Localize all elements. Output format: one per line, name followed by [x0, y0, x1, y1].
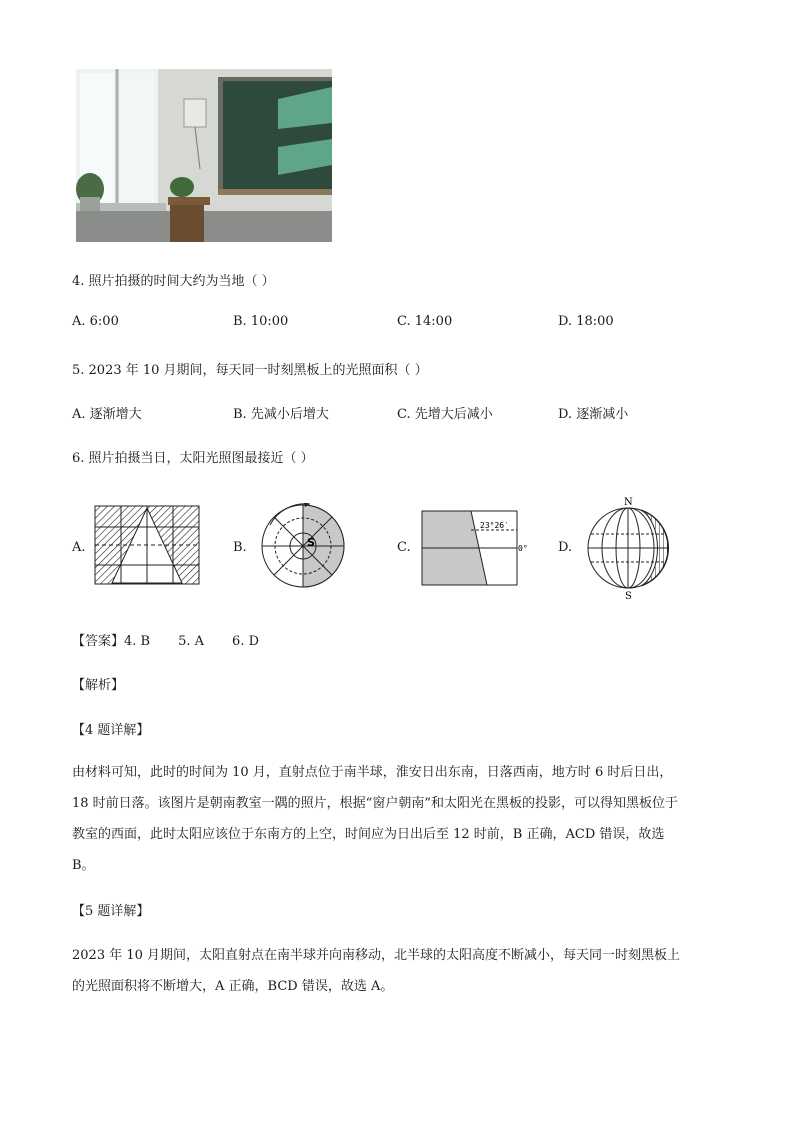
- detail-5-tag: 【5 题详解】: [72, 904, 150, 919]
- q4-option-a: A. 6:00: [72, 314, 119, 329]
- q5-option-a: A. 逐渐增大: [72, 407, 142, 422]
- detail-4-line-2: 18 时前日落。该图片是朝南教室一隅的照片，根据“窗户朝南”和太阳光在黑板的投影，可以得知黑板位于: [72, 796, 678, 811]
- answer-5: 5. A: [178, 634, 205, 649]
- detail-4-line-3: 教室的西面，此时太阳应该位于东南方的上空，时间应为日出后至 12 时前，B 正确，ACD 错误，故选: [72, 827, 665, 842]
- q6-label-b: B.: [233, 540, 247, 555]
- answer-6: 6. D: [232, 634, 260, 649]
- q6-label-d: D.: [558, 540, 573, 555]
- figure-a: [94, 505, 200, 589]
- figure-b: [258, 503, 348, 593]
- detail-4-line-4: B。: [72, 858, 95, 873]
- figure-c: [421, 510, 531, 590]
- fig-d-south: S: [625, 591, 632, 602]
- q4-option-d: D. 18:00: [558, 314, 614, 329]
- q6-stem: 6. 照片拍摄当日，太阳光照图最接近（ ）: [72, 451, 314, 466]
- fig-c-zero: 0°: [518, 544, 528, 553]
- q5-option-d: D. 逐渐减小: [558, 407, 629, 422]
- figure-d: [583, 494, 673, 606]
- q6-label-a: A.: [72, 540, 86, 555]
- q4-stem: 4. 照片拍摄的时间大约为当地（ ）: [72, 274, 275, 289]
- detail-5-body: [72, 940, 722, 1002]
- detail-5-line-1: 2023 年 10 月期间，太阳直射点在南半球并向南移动，北半球的太阳高度不断减小，每天同一时刻黑板上: [72, 948, 681, 963]
- detail-4-body: [72, 757, 722, 881]
- fig-d-north: N: [624, 497, 633, 508]
- answer-line: [72, 630, 259, 649]
- fig-c-angle: 23°26′: [480, 521, 509, 530]
- classroom-photo: [76, 69, 332, 242]
- q5-stem: 5. 2023 年 10 月期间，每天同一时刻黑板上的光照面积（ ）: [72, 363, 428, 378]
- answer-tag: 【答案】: [72, 634, 125, 649]
- q6-label-c: C.: [397, 540, 411, 555]
- q4-option-c: C. 14:00: [397, 314, 453, 329]
- detail-4-tag: 【4 题详解】: [72, 723, 150, 738]
- q5-option-c: C. 先增大后减小: [397, 407, 493, 422]
- detail-4-line-1: 由材料可知，此时的时间为 10 月，直射点位于南半球，淮安日出东南，日落西南，地方时 6 时后日出，: [72, 765, 673, 780]
- answer-4: 4. B: [124, 634, 151, 649]
- q5-option-b: B. 先减小后增大: [233, 407, 329, 422]
- analysis-tag: 【解析】: [72, 678, 125, 693]
- q4-option-b: B. 10:00: [233, 314, 289, 329]
- detail-5-line-2: 的光照面积将不断增大，A 正确，BCD 错误，故选 A。: [72, 979, 394, 994]
- fig-b-letter: S: [307, 536, 315, 549]
